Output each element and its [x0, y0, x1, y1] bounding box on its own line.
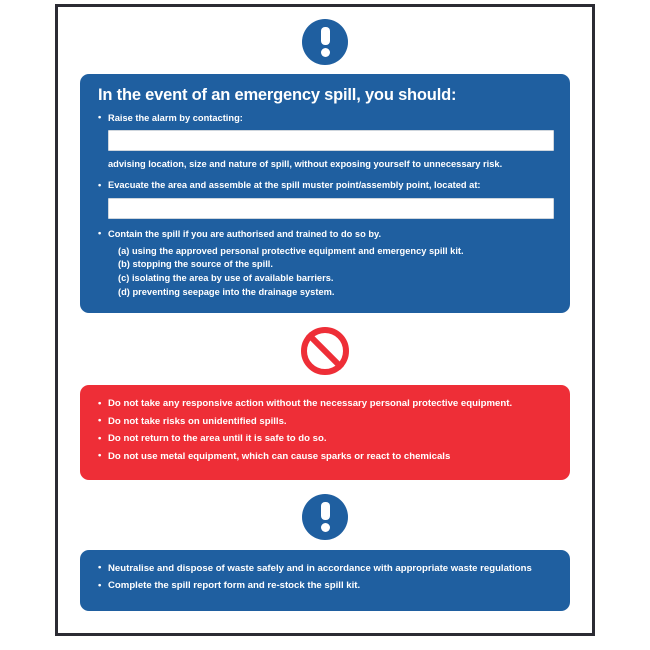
- mandatory-exclamation-icon: [302, 19, 348, 65]
- exclamation-stem: [321, 27, 330, 45]
- list-item: • Contain the spill if you are authorised and trained to do so by.: [96, 228, 554, 241]
- list-item: • Neutralise and dispose of waste safely and in accordance with appropriate waste regulations: [96, 562, 554, 576]
- exclamation-stem: [321, 502, 330, 520]
- sign-frame-border: [55, 4, 595, 636]
- followup-bullet-list: [96, 562, 554, 593]
- emergency-bullet-list-2: [96, 179, 554, 192]
- emergency-bullet-list-3: [96, 228, 554, 241]
- list-item: • Do not take risks on unidentified spills.: [96, 415, 554, 429]
- list-item: • Do not take any responsive action without the necessary personal protective equipment.: [96, 397, 554, 411]
- containment-steps-list: [96, 245, 554, 300]
- prohibition-circle-slash-icon: [301, 327, 349, 375]
- list-item: • Complete the spill report form and re-stock the spill kit.: [96, 579, 554, 593]
- mandatory-exclamation-icon: [302, 494, 348, 540]
- list-item: (d) preventing seepage into the drainage system.: [118, 286, 335, 297]
- sign-body: [58, 7, 592, 633]
- prohibition-icon-row: [80, 327, 570, 375]
- muster-point-fill-in-field[interactable]: [108, 198, 554, 219]
- list-item: • Raise the alarm by contacting:: [96, 112, 554, 125]
- exclamation-dot: [321, 523, 330, 532]
- followup-icon-row: [80, 494, 570, 540]
- contact-fill-in-field[interactable]: [108, 130, 554, 151]
- exclamation-dot: [321, 48, 330, 57]
- prohibition-bullet-list: [96, 397, 554, 463]
- emergency-bullet-list: [96, 112, 554, 125]
- list-item: • Do not use metal equipment, which can cause sparks or react to chemicals: [96, 450, 554, 464]
- emergency-icon-row: [80, 19, 570, 65]
- list-item: • Do not return to the area until it is safe to do so.: [96, 432, 554, 446]
- list-item: (b) stopping the source of the spill.: [118, 259, 273, 270]
- advisory-note: advising location, size and nature of spill, without exposing yourself to unnecessary risk.: [108, 159, 503, 170]
- prohibition-panel: [80, 385, 570, 480]
- list-item: • Evacuate the area and assemble at the spill muster point/assembly point, located at:: [96, 179, 554, 192]
- list-item: (a) using the approved personal protective equipment and emergency spill kit.: [118, 245, 464, 256]
- page-title: In the event of an emergency spill, you should:: [98, 86, 457, 104]
- emergency-instructions-panel: [80, 74, 570, 313]
- list-item: (c) isolating the area by use of available barriers.: [118, 273, 334, 284]
- followup-actions-panel: [80, 550, 570, 611]
